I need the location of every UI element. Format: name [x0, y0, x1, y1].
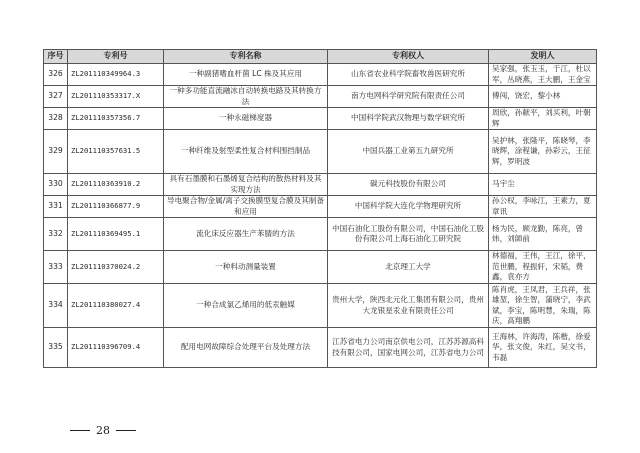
cell-patent-name: 一种副猪嗜血杆菌 LC 株及其应用 [164, 64, 328, 86]
cell-seq: 328 [44, 108, 68, 130]
cell-patent-name: 流化床反应器生产苯腈的方法 [164, 218, 328, 251]
cell-inventors: 吴家强，张玉玉，于江，杜以军，丛晓燕，王大鹏，王金宝 [489, 64, 597, 86]
table-header [44, 50, 597, 64]
cell-patent-number: ZL201110363910.2 [68, 174, 164, 196]
cell-patentee: 北京理工大学 [328, 251, 489, 284]
cell-patent-name: 一种纤维及射型柔性复合材料围挡制品 [164, 130, 328, 174]
table-row [44, 86, 597, 108]
cell-inventors: 王海林，许海涛，陈楷，徐爱华，张文俊，朱红，吴文书，韦磊 [489, 328, 597, 368]
cell-patent-number: ZL201110353317.X [68, 86, 164, 108]
header-seq: 序号 [44, 50, 68, 64]
page-number-dash-right [116, 430, 136, 431]
cell-patent-name: 一种永磁梯度器 [164, 108, 328, 130]
cell-seq: 330 [44, 174, 68, 196]
cell-inventors: 林德福，王伟，王江，徐平，范世鹏，程振轩，宋韬，费鑫，袁亦方 [489, 251, 597, 284]
table-row [44, 284, 597, 328]
cell-patentee: 中国兵器工业第五九研究所 [328, 130, 489, 174]
table-row [44, 196, 597, 218]
page-number-dash-left [70, 430, 90, 431]
cell-patent-number: ZL201110380027.4 [68, 284, 164, 328]
cell-seq: 327 [44, 86, 68, 108]
table-row [44, 328, 597, 368]
patent-table [43, 49, 597, 368]
table-row [44, 130, 597, 174]
cell-patentee: 山东省农业科学院畜牧兽医研究所 [328, 64, 489, 86]
cell-patent-number: ZL201110366877.9 [68, 196, 164, 218]
cell-patentee: 碳元科技股份有限公司 [328, 174, 489, 196]
cell-inventors: 周欣，孙献平，刘买利，叶朝辉 [489, 108, 597, 130]
cell-patent-number: ZL201110370024.2 [68, 251, 164, 284]
cell-patent-name: 配用电网故障综合处理平台及处理方法 [164, 328, 328, 368]
cell-patent-name: 一种料动测量装置 [164, 251, 328, 284]
header-patentee: 专利权人 [328, 50, 489, 64]
cell-seq: 326 [44, 64, 68, 86]
cell-inventors: 马宇尘 [489, 174, 597, 196]
cell-seq: 331 [44, 196, 68, 218]
cell-seq: 334 [44, 284, 68, 328]
table-row [44, 64, 597, 86]
table-row [44, 218, 597, 251]
cell-inventors: 陈肖虎，王凤君，王兵祥，张雄堃，徐生智，蒲晓宁，李武斌，李宝，陈明慧，朱瑞，陈庆，高翔鹏 [489, 284, 597, 328]
header-inventors: 发明人 [489, 50, 597, 64]
cell-inventors: 吴护林，张隆平，陈晓琴，李晓辉，涂程谦，孙彩云，王征辉，罗明波 [489, 130, 597, 174]
cell-patentee: 中国科学院武汉物理与数学研究所 [328, 108, 489, 130]
cell-patentee: 江苏省电力公司南京供电公司，江苏苏源高科技有限公司，国家电网公司，江苏省电力公司 [328, 328, 489, 368]
header-patent-name: 专利名称 [164, 50, 328, 64]
cell-inventors: 孙公权，李咏江，王素力，夏章讯 [489, 196, 597, 218]
cell-seq: 333 [44, 251, 68, 284]
table-row [44, 174, 597, 196]
cell-patent-name: 导电聚合物/金属/离子交换膜型复合膜及其制备和应用 [164, 196, 328, 218]
cell-patentee: 中国科学院大连化学物理研究所 [328, 196, 489, 218]
cell-seq: 335 [44, 328, 68, 368]
cell-patent-number: ZL201110357356.7 [68, 108, 164, 130]
cell-inventors: 傅闯，饶宏，黎小林 [489, 86, 597, 108]
cell-patent-number: ZL201110396709.4 [68, 328, 164, 368]
table-row [44, 251, 597, 284]
cell-inventors: 杨为民，顾龙勤，陈亮，曾炜，刘師前 [489, 218, 597, 251]
cell-patent-number: ZL201110369495.1 [68, 218, 164, 251]
table-row [44, 108, 597, 130]
cell-patent-number: ZL201110349964.3 [68, 64, 164, 86]
cell-patent-name: 一种多功能直流融冰自动转换电路及其转换方法 [164, 86, 328, 108]
cell-patent-name: 具有石墨膜和石墨烯复合结构的散热材料及其实现方法 [164, 174, 328, 196]
cell-patentee: 中国石油化工股份有限公司，中国石油化工股份有限公司上海石油化工研究院 [328, 218, 489, 251]
cell-seq: 329 [44, 130, 68, 174]
cell-patentee: 贵州大学，陕西北元化工集团有限公司，贵州大龙银星汞业有限责任公司 [328, 284, 489, 328]
cell-patent-number: ZL201110357631.5 [68, 130, 164, 174]
page-number-value: 28 [96, 424, 110, 437]
cell-seq: 332 [44, 218, 68, 251]
header-patent-number: 专利号 [68, 50, 164, 64]
cell-patent-name: 一种合成氯乙烯用的低汞触媒 [164, 284, 328, 328]
cell-patentee: 南方电网科学研究院有限责任公司 [328, 86, 489, 108]
page-number [70, 424, 136, 437]
